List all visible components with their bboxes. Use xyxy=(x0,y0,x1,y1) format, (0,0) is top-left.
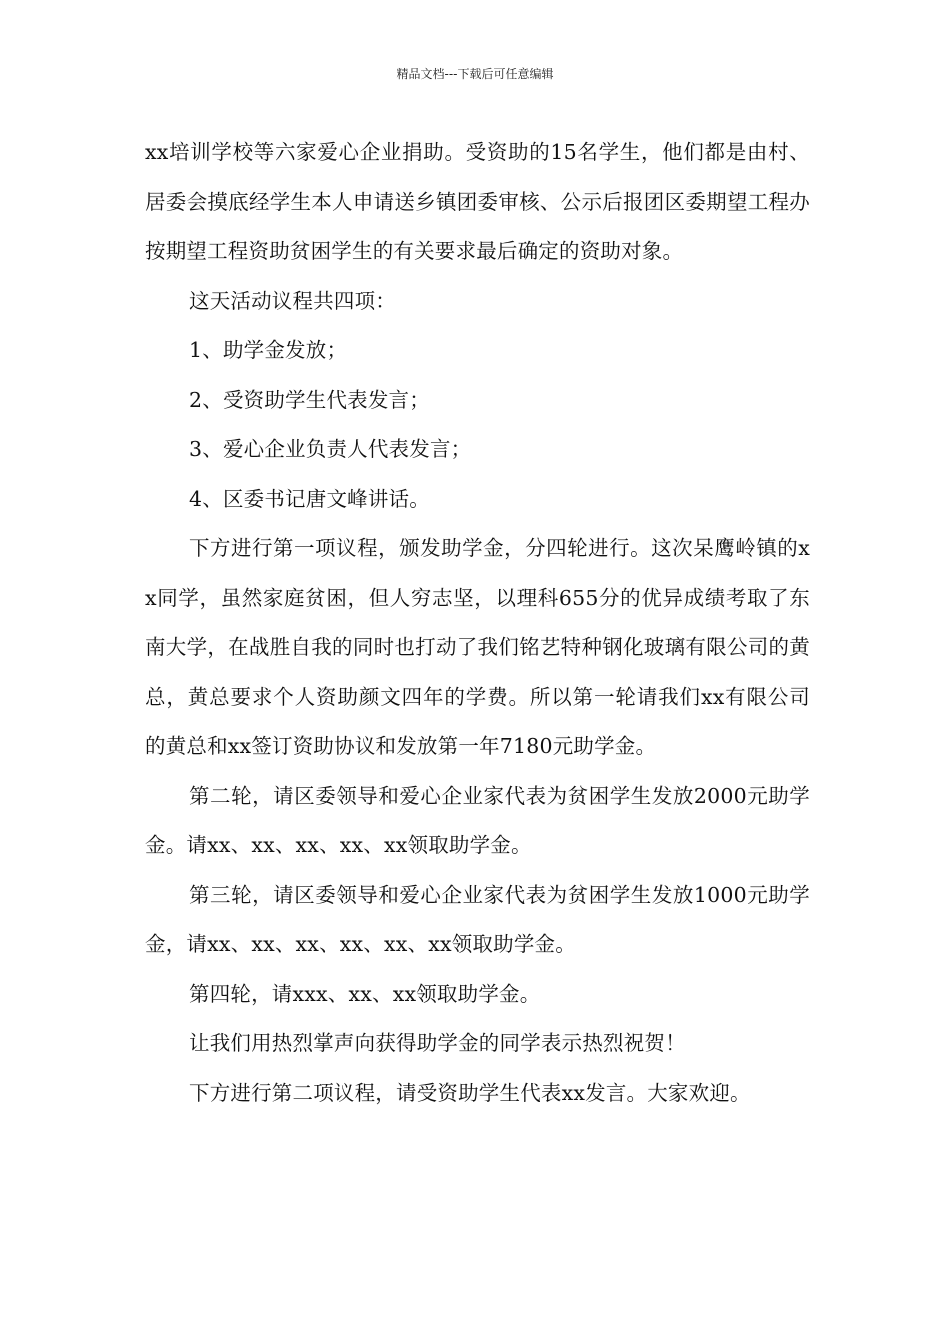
agenda-item-3: 3、爱心企业负责人代表发言； xyxy=(189,437,472,461)
paragraph-fourth-round: 第四轮，请xxx、xx、xx领取助学金。 xyxy=(189,981,541,1006)
paragraph-third-round: 第三轮，请区委领导和爱心企业家代表为贫困学生发放1000元助学金，请xx、xx、xx、xx、xx、xx领取助学金。 xyxy=(145,882,810,956)
document-body xyxy=(145,128,810,1118)
paragraph-second-round: 第二轮，请区委领导和爱心企业家代表为贫困学生发放2000元助学金。请xx、xx、xx、xx、xx领取助学金。 xyxy=(145,783,810,857)
agenda-item-2: 2、受资助学生代表发言； xyxy=(189,387,430,412)
agenda-item-1: 1、助学金发放； xyxy=(189,338,348,362)
paragraph-congratulations: 让我们用热烈掌声向获得助学金的同学表示热烈祝贺！ xyxy=(189,1031,686,1055)
paragraph-first-round: 下方进行第一项议程，颁发助学金，分四轮进行。这次呆鹰岭镇的xx同学，虽然家庭贫困，但人穷志坚，以理科655分的优异成绩考取了东南大学，在战胜自我的同时也打动了我们铭艺特种钢化玻璃有限公司的黄总，黄总要求个人资助颜文四年的学费。所以第一轮请我们xx有限公司的黄总和xx签订资助协议和发放第一年7180元助学金。 xyxy=(145,536,810,758)
paragraph-donors-intro: xx培训学校等六家爱心企业捐助。受资助的15名学生，他们都是由村、居委会摸底经学生本人申请送乡镇团委审核、公示后报团区委期望工程办按期望工程资助贫困学生的有关要求最后确定的资助对象。 xyxy=(145,140,810,263)
agenda-item-4: 4、区委书记唐文峰讲话。 xyxy=(189,486,430,511)
paragraph-agenda-intro: 这天活动议程共四项： xyxy=(189,288,396,313)
page-header: 精品文档---下载后可任意编辑 xyxy=(396,67,554,81)
paragraph-second-agenda: 下方进行第二项议程，请受资助学生代表xx发言。大家欢迎。 xyxy=(189,1080,751,1105)
